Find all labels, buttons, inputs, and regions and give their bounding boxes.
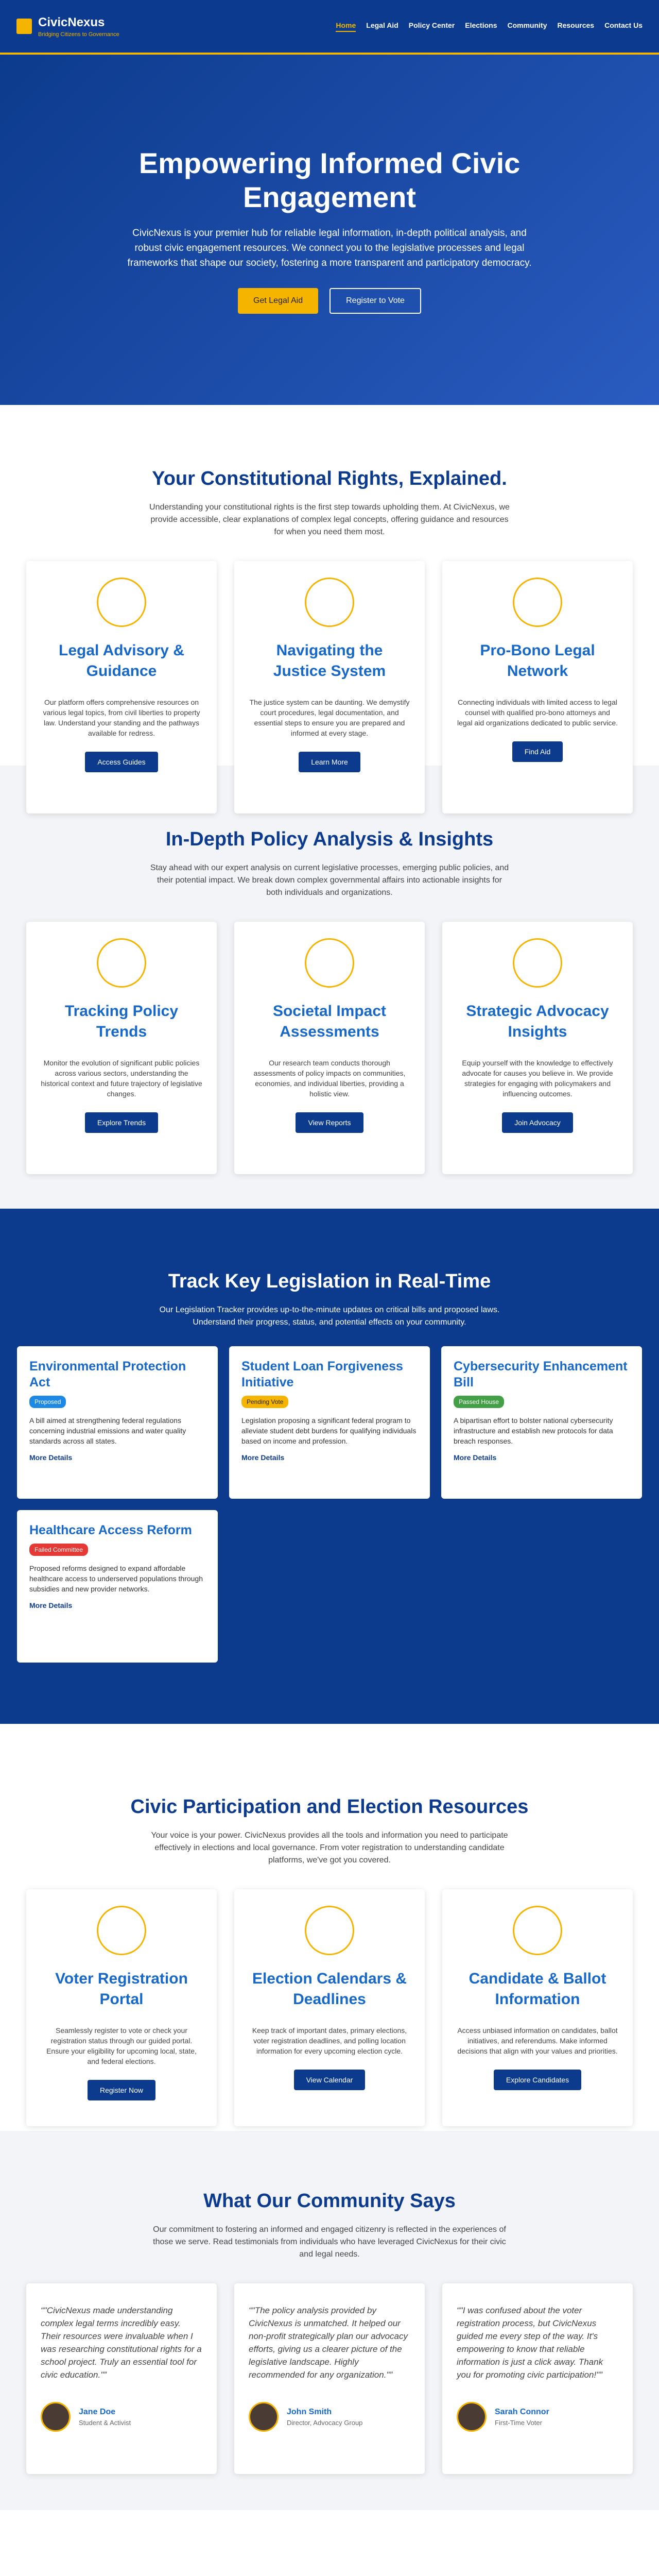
civic-card xyxy=(234,1889,425,2126)
card-text: Access unbiased information on candidates, ballot initiatives, and referendums. Make informed decisions that align with your values and priorities. xyxy=(457,2026,618,2055)
section-title: In-Depth Policy Analysis & Insights xyxy=(165,828,494,850)
more-details-link[interactable]: More Details xyxy=(241,1453,285,1462)
card-title: Voter Registration Portal xyxy=(55,1970,188,2008)
testimonial-quote: "I was confused about the voter registration process, but CivicNexus guided me every step of the way. It's empowering to know that reliable information is just a click away. Thank you for promoting civic participation!" xyxy=(457,2306,603,2380)
section-title: Your Constitutional Rights, Explained. xyxy=(152,468,507,489)
civic-card xyxy=(442,1889,633,2126)
section-intro: Our commitment to fostering an informed and engaged citizenry is reflected in the experiences of those we serve. Read testimonials from individuals who have leveraged CivicNexus for their civic and legal needs. xyxy=(153,2225,506,2259)
policy-card xyxy=(234,922,425,1174)
avatar xyxy=(457,2402,487,2432)
bill-text: A bipartisan effort to bolster national cybersecurity infrastructure and establish new protocols for data breach responses. xyxy=(454,1416,613,1445)
card-icon xyxy=(513,578,562,627)
testimonial-card xyxy=(234,2283,425,2474)
section-intro: Your voice is your power. CivicNexus provides all the tools and information you need to participate effectively in elections and local governance. From voter registration to understanding candidate platforms, we've got you covered. xyxy=(151,1831,508,1865)
status-badge: Passed House xyxy=(454,1396,504,1408)
bill-card xyxy=(17,1510,218,1663)
brand-tagline: Bridging Citizens to Governance xyxy=(38,31,119,38)
section-intro: Stay ahead with our expert analysis on current legislative processes, emerging public policies, and their potential impact. We break down complex governmental affairs into actionable insights for both individuals and organizations. xyxy=(150,863,509,897)
nav-elections[interactable]: Elections xyxy=(465,21,497,29)
more-details-link[interactable]: More Details xyxy=(29,1453,73,1462)
testimonials-section xyxy=(0,2131,659,2510)
card-icon xyxy=(97,938,146,988)
card-icon xyxy=(513,1906,562,1955)
view-reports-button[interactable]: View Reports xyxy=(296,1112,363,1133)
register-now-button[interactable]: Register Now xyxy=(88,2080,155,2100)
bill-card xyxy=(17,1346,218,1499)
card-text: Connecting individuals with limited access to legal counsel with qualified pro-bono attorneys and legal aid organizations dedicated to public service. xyxy=(457,698,618,727)
logo-mark xyxy=(16,19,32,34)
learn-more-button[interactable]: Learn More xyxy=(299,752,360,772)
bill-title: Environmental Protection Act xyxy=(29,1359,186,1389)
avatar xyxy=(41,2402,71,2432)
bill-card xyxy=(441,1346,642,1499)
card-icon xyxy=(305,578,354,627)
main-nav xyxy=(336,21,643,32)
hero-title: Empowering Informed Civic Engagement xyxy=(138,146,521,213)
card-title: Candidate & Ballot Information xyxy=(469,1970,606,2008)
status-badge: Pending Vote xyxy=(241,1396,288,1408)
section-title: What Our Community Says xyxy=(203,2190,456,2212)
brand-name: CivicNexus xyxy=(38,15,105,29)
card-text: Our platform offers comprehensive resources on various legal topics, from civil liberties to property law. Understand your standing and the pathways available for redress. xyxy=(43,698,200,737)
legislation-section xyxy=(0,1209,659,1724)
section-title: Track Key Legislation in Real-Time xyxy=(168,1270,491,1292)
card-text: Equip yourself with the knowledge to effectively advocate for causes you believe in. We provide strategies for engaging with policymakers and influencing outcomes. xyxy=(462,1059,613,1098)
card-icon xyxy=(305,1906,354,1955)
card-title: Election Calendars & Deadlines xyxy=(252,1970,407,2008)
logo[interactable] xyxy=(16,15,119,38)
find-aid-button[interactable]: Find Aid xyxy=(512,741,563,762)
nav-policy-center[interactable]: Policy Center xyxy=(408,21,455,29)
policy-card xyxy=(442,922,633,1174)
person-role: First-Time Voter xyxy=(495,2418,542,2427)
testimonial-quote: "CivicNexus made understanding complex legal terms incredibly easy. Their resources were invaluable when I was researching constitutional rights for a school project. Truly an essential tool for civic education." xyxy=(41,2306,202,2380)
service-card xyxy=(26,561,217,814)
nav-legal-aid[interactable]: Legal Aid xyxy=(366,21,398,29)
bill-text: Proposed reforms designed to expand affordable healthcare access to underserved populations through subsidies and new provider networks. xyxy=(29,1564,203,1593)
testimonial-card xyxy=(442,2283,633,2474)
card-text: Keep track of important dates, primary elections, voter registration deadlines, and polling location information for every upcoming election cycle. xyxy=(252,2026,407,2055)
explore-candidates-button[interactable]: Explore Candidates xyxy=(494,2070,581,2090)
more-details-link[interactable]: More Details xyxy=(454,1453,497,1462)
join-advocacy-button[interactable]: Join Advocacy xyxy=(502,1112,573,1133)
hero-text: CivicNexus is your premier hub for reliable legal information, in-depth political analysis, and robust civic engagement resources. We connect you to the legislative processes and legal frameworks that shape our society, fostering a more transparent and participatory democracy. xyxy=(127,227,532,268)
card-title: Navigating the Justice System xyxy=(273,642,386,680)
civic-card xyxy=(26,1889,217,2126)
card-title: Legal Advisory & Guidance xyxy=(59,642,184,680)
person-name: John Smith xyxy=(287,2407,332,2416)
person-role: Student & Activist xyxy=(79,2418,131,2427)
register-to-vote-button[interactable]: Register to Vote xyxy=(330,288,421,314)
section-title: Civic Participation and Election Resources xyxy=(130,1796,529,1818)
nav-contact-us[interactable]: Contact Us xyxy=(604,21,643,29)
status-badge: Proposed xyxy=(29,1396,66,1408)
nav-resources[interactable]: Resources xyxy=(557,21,595,29)
bill-text: Legislation proposing a significant federal program to alleviate student debt burdens for qualifying individuals based on income and profession. xyxy=(241,1416,417,1445)
bill-card xyxy=(229,1346,430,1499)
view-calendar-button[interactable]: View Calendar xyxy=(294,2070,366,2090)
card-text: Our research team conducts thorough assessments of policy impacts on communities, economies, and individual liberties, providing a holistic view. xyxy=(253,1059,406,1098)
card-title: Tracking Policy Trends xyxy=(64,1003,179,1040)
access-guides-button[interactable]: Access Guides xyxy=(85,752,158,772)
card-title: Societal Impact Assessments xyxy=(272,1003,387,1040)
civic-section xyxy=(0,1724,659,2131)
person-name: Sarah Connor xyxy=(495,2407,549,2416)
card-icon xyxy=(97,1906,146,1955)
site-header xyxy=(0,0,659,55)
person-name: Jane Doe xyxy=(79,2407,116,2416)
explore-trends-button[interactable]: Explore Trends xyxy=(85,1112,158,1133)
status-badge: Failed Committee xyxy=(29,1544,88,1556)
hero xyxy=(0,55,659,405)
bill-text: A bill aimed at strengthening federal regulations concerning industrial emissions and water quality standards across all states. xyxy=(29,1416,186,1445)
policy-section xyxy=(0,766,659,1209)
more-details-link[interactable]: More Details xyxy=(29,1601,73,1609)
rights-section xyxy=(0,405,659,766)
card-title: Pro-Bono Legal Network xyxy=(480,642,595,680)
section-intro: Our Legislation Tracker provides up-to-the-minute updates on critical bills and proposed laws. Understand their progress, status, and potential effects on your community. xyxy=(159,1306,500,1327)
card-icon xyxy=(513,938,562,988)
card-text: Monitor the evolution of significant public policies across various sectors, understanding the historical context and future trajectory of legislative changes. xyxy=(41,1059,202,1098)
faq-section xyxy=(0,2510,659,2576)
section-intro: Understanding your constitutional rights is the first step towards upholding them. At CivicNexus, we provide accessible, clear explanations of complex legal concepts, offering guidance and resources for when you need them most. xyxy=(149,503,510,536)
avatar xyxy=(249,2402,279,2432)
bill-title: Cybersecurity Enhancement Bill xyxy=(454,1359,628,1389)
card-icon xyxy=(305,938,354,988)
bill-title: Student Loan Forgiveness Initiative xyxy=(241,1359,403,1389)
service-card xyxy=(234,561,425,814)
get-legal-aid-button[interactable]: Get Legal Aid xyxy=(238,288,318,314)
policy-card xyxy=(26,922,217,1174)
testimonial-quote: "The policy analysis provided by CivicNexus is unmatched. It helped our non-profit strategically plan our advocacy efforts, giving us a clearer picture of the legislative landscape. Highly recommended for any organization." xyxy=(249,2306,408,2380)
card-text: Seamlessly register to vote or check your registration status through our guided portal. Ensure your eligibility for upcoming local, state, and federal elections. xyxy=(46,2026,197,2065)
card-title: Strategic Advocacy Insights xyxy=(466,1003,609,1040)
service-card xyxy=(442,561,633,814)
testimonial-card xyxy=(26,2283,217,2474)
nav-community[interactable]: Community xyxy=(507,21,547,29)
card-icon xyxy=(97,578,146,627)
bill-title: Healthcare Access Reform xyxy=(29,1523,192,1537)
card-text: The justice system can be daunting. We demystify court procedures, legal documentation, and essential steps to ensure you are prepared and informed at every stage. xyxy=(249,698,410,737)
person-role: Director, Advocacy Group xyxy=(287,2418,363,2427)
nav-home[interactable]: Home xyxy=(336,21,356,32)
